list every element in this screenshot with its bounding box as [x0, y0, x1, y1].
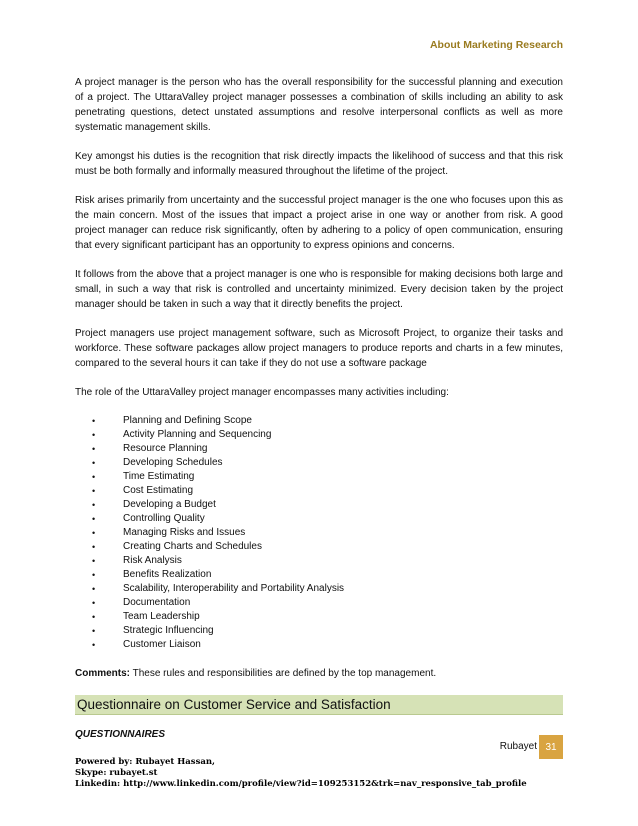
page-number-badge: 31 — [539, 735, 563, 759]
list-item: • Strategic Influencing — [92, 625, 214, 636]
bullet-icon: • — [92, 416, 96, 426]
list-item: • Creating Charts and Schedules — [92, 541, 262, 552]
bullet-icon: • — [92, 444, 96, 454]
bullet-icon: • — [92, 584, 96, 594]
bullet-icon: • — [92, 472, 96, 482]
comments-text: These rules and responsibilities are defined by the top management. — [130, 668, 437, 679]
questionnaires-title: QUESTIONNAIRES — [75, 729, 166, 740]
powered-by-block — [75, 757, 527, 790]
list-item: • Controlling Quality — [92, 513, 205, 524]
skype-line: Skype: rubayet.st — [75, 768, 158, 778]
list-item: • Scalability, Interoperability and Portability Analysis — [92, 583, 345, 594]
paragraph-5: Project managers use project management software, such as Microsoft Project, to organize their tasks and workforce. These software packages allow project managers to produce reports and charts in a few minutes, compared to the several hours it can take if they do not use a software package — [75, 328, 563, 369]
section-heading: Questionnaire on Customer Service and Satisfaction — [75, 695, 563, 715]
running-header: About Marketing Research — [429, 39, 563, 51]
bullet-icon: • — [92, 500, 96, 510]
bullet-icon: • — [92, 542, 96, 552]
bullet-icon: • — [92, 486, 96, 496]
linkedin-line: Linkedin: http://www.linkedin.com/profile/view?id=109253152&trk=nav_responsive_tab_profile — [75, 779, 527, 789]
list-item: • Developing a Budget — [92, 499, 216, 510]
bullet-icon: • — [92, 458, 96, 468]
footer-author: Rubayet — [499, 741, 537, 752]
list-item: • Time Estimating — [92, 471, 195, 482]
list-item: • Customer Liaison — [92, 639, 201, 650]
powered-by-line: Powered by: Rubayet Hassan, — [75, 757, 216, 767]
bullet-icon: • — [92, 430, 96, 440]
paragraph-1: A project manager is the person who has the overall responsibility for the successful planning and execution of a project. The UttaraValley project manager possesses a combination of skills including an ability to ask penetrating questions, detect unstated assumptions and resolve interpersonal conflicts as well as more systematic management skills. — [75, 77, 563, 133]
bullet-icon: • — [92, 528, 96, 538]
bullet-icon: • — [92, 612, 96, 622]
list-item: • Documentation — [92, 597, 191, 608]
paragraph-3: Risk arises primarily from uncertainty and the successful project manager is the one who focuses upon this as the main concern. Most of the issues that impact a project arise in one way or another from risk. A good project manager can reduce risk significantly, often by adhering to a policy of open communication, ensuring that every significant participant has an opportunity to express opinions and concerns. — [75, 195, 563, 251]
paragraph-2: Key amongst his duties is the recognition that risk directly impacts the likelihood of success and that this risk must be both formally and informally measured throughout the lifetime of the project. — [75, 151, 563, 177]
list-item: • Managing Risks and Issues — [92, 527, 246, 538]
bullet-icon: • — [92, 626, 96, 636]
paragraph-4: It follows from the above that a project manager is one who is responsible for making decisions both large and small, in such a way that risk is controlled and uncertainty minimized. Every decision taken by the project manager should be taken in such a way that it directly benefits the project. — [75, 269, 563, 310]
bullet-icon: • — [92, 598, 96, 608]
comments — [75, 666, 563, 681]
bullet-icon: • — [92, 570, 96, 580]
list-item: • Resource Planning — [92, 443, 208, 454]
paragraph-6: The role of the UttaraValley project manager encompasses many activities including: — [75, 387, 449, 398]
list-item: • Cost Estimating — [92, 485, 194, 496]
activities-list — [75, 414, 563, 652]
bullet-icon: • — [92, 514, 96, 524]
list-item: • Benefits Realization — [92, 569, 212, 580]
list-item: • Activity Planning and Sequencing — [92, 429, 272, 440]
bullet-icon: • — [92, 556, 96, 566]
list-item: • Team Leadership — [92, 611, 200, 622]
bullet-icon: • — [92, 640, 96, 650]
list-item: • Risk Analysis — [92, 555, 182, 566]
list-item: • Planning and Defining Scope — [92, 415, 252, 426]
list-item: • Developing Schedules — [92, 457, 223, 468]
comments-label: Comments: — [75, 668, 131, 679]
body-content — [75, 75, 563, 742]
